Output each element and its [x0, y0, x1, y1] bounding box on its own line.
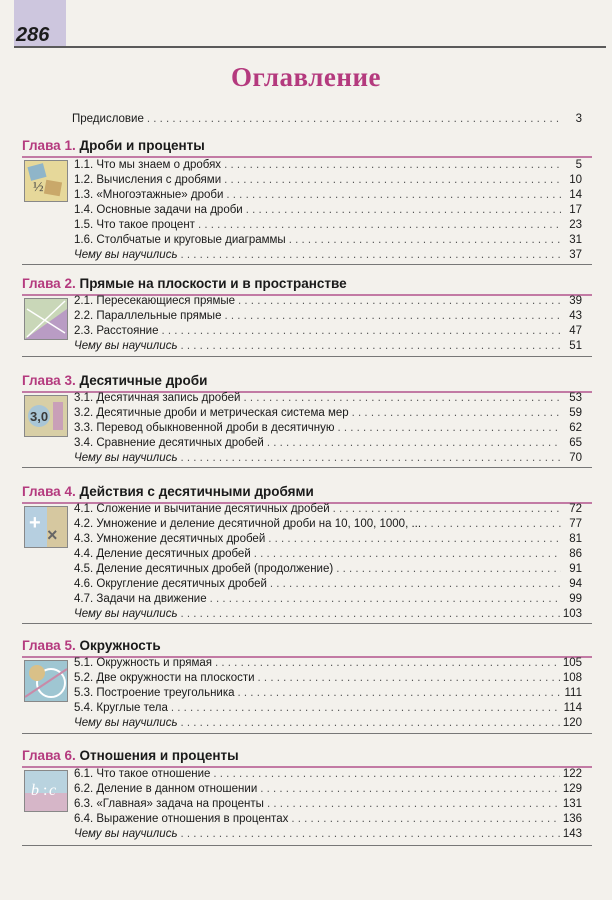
circle-icon [24, 660, 68, 702]
section-1-4[interactable] [74, 203, 582, 218]
leader-dots [238, 294, 561, 309]
entry-page: 14 [569, 189, 582, 201]
section-3-2[interactable] [74, 406, 582, 421]
entry-label: 3.1. Десятичная запись дробей [74, 392, 241, 404]
entry-label: 6.4. Выражение отношения в процентах [74, 813, 289, 825]
svg-text:×: × [47, 525, 58, 545]
entry-page: 70 [569, 452, 582, 464]
chapter-3-summary[interactable] [74, 451, 582, 466]
ratio-icon [24, 770, 68, 812]
leader-dots [333, 502, 561, 517]
entry-label: 1.1. Что мы знаем о дробях [74, 159, 222, 171]
entry-label: Чему вы научились [74, 608, 178, 620]
section-1-1[interactable] [74, 158, 582, 173]
operations-icon [24, 506, 68, 548]
entry-page: 53 [569, 392, 582, 404]
entry-label: 4.3. Умножение десятичных дробей [74, 533, 266, 545]
leader-dots [162, 324, 562, 339]
entry-page: 103 [562, 608, 582, 620]
chapter-number: 3. [64, 373, 76, 388]
page-header [0, 0, 612, 48]
leader-dots [270, 577, 561, 592]
chapter-number: 1. [64, 138, 76, 153]
entry-page: 136 [562, 813, 582, 825]
section-2-2[interactable] [74, 309, 582, 324]
leader-dots [258, 671, 560, 686]
chapter-title: Прямые на плоскости и в пространстве [79, 276, 347, 291]
entry-page: 94 [569, 578, 582, 590]
entry-page: 51 [569, 340, 582, 352]
page-number: 286 [16, 24, 50, 46]
entry-page: 3 [575, 113, 582, 125]
entry-page: 47 [569, 325, 582, 337]
entry-label: Предисловие [72, 113, 144, 125]
toc-title: Оглавление [231, 62, 381, 92]
leader-dots [289, 233, 561, 248]
chapter-2-heading[interactable] [22, 276, 347, 291]
entry-page: 129 [562, 783, 582, 795]
chapter-5-bottom-rule [22, 733, 592, 734]
entry-page: 91 [569, 563, 582, 575]
leader-dots [224, 309, 561, 324]
leader-dots [181, 339, 562, 354]
section-3-3[interactable] [74, 421, 582, 436]
chapter-word: Глава [22, 373, 61, 388]
chapter-title: Отношения и проценты [79, 748, 239, 763]
section-6-3[interactable] [74, 797, 582, 812]
chapter-number: 4. [64, 484, 76, 499]
chapter-title: Действия с десятичными дробями [79, 484, 314, 499]
leader-dots [226, 188, 561, 203]
entry-page: 86 [569, 548, 582, 560]
leader-dots [254, 547, 561, 562]
chapter-number: 5. [64, 638, 76, 653]
entry-label: 6.1. Что такое отношение [74, 768, 211, 780]
leader-dots [198, 218, 561, 233]
leader-dots [181, 607, 560, 622]
leader-dots [181, 451, 562, 466]
entry-label: 2.1. Пересекающиеся прямые [74, 295, 236, 307]
entry-page: 77 [569, 518, 582, 530]
section-4-5[interactable] [74, 562, 582, 577]
lines-icon [24, 298, 68, 340]
entry-label: Чему вы научились [74, 340, 178, 352]
chapter-title: Дроби и проценты [79, 138, 205, 153]
entry-page: 108 [562, 672, 582, 684]
entry-page: 81 [569, 533, 582, 545]
chapter-5-heading[interactable] [22, 638, 161, 653]
entry-label: 4.4. Деление десятичных дробей [74, 548, 251, 560]
leader-dots [181, 716, 560, 731]
entry-page: 65 [569, 437, 582, 449]
entry-page: 105 [562, 657, 582, 669]
leader-dots [267, 436, 561, 451]
chapter-6-summary[interactable] [74, 827, 582, 842]
leader-dots [210, 592, 561, 607]
fractions-icon [24, 160, 68, 202]
chapter-word: Глава [22, 484, 61, 499]
section-4-7[interactable] [74, 592, 582, 607]
entry-page: 5 [575, 159, 582, 171]
leader-dots [352, 406, 561, 421]
chapter-word: Глава [22, 638, 61, 653]
leader-dots [336, 562, 561, 577]
entry-page: 31 [569, 234, 582, 246]
entry-label: 1.4. Основные задачи на дроби [74, 204, 243, 216]
section-5-2[interactable] [74, 671, 582, 686]
chapter-title: Окружность [79, 638, 161, 653]
section-4-4[interactable] [74, 547, 582, 562]
entry-page: 17 [569, 204, 582, 216]
entry-page: 59 [569, 407, 582, 419]
entry-page: 62 [569, 422, 582, 434]
leader-dots [181, 248, 562, 263]
chapter-6-bottom-rule [22, 845, 592, 846]
chapter-number: 2. [64, 276, 76, 291]
entry-label: 5.3. Построение треугольника [74, 687, 235, 699]
section-6-2[interactable] [74, 782, 582, 797]
entry-label: 1.2. Вычисления с дробями [74, 174, 222, 186]
entry-label: 4.2. Умножение и деление десятичной дроби на 10, 100, 1000, ... [74, 518, 422, 530]
section-4-2[interactable] [74, 517, 582, 532]
decimal-icon [24, 395, 68, 437]
leader-dots [213, 767, 559, 782]
entry-label: 4.6. Округление десятичных дробей [74, 578, 267, 590]
entry-page: 143 [562, 828, 582, 840]
chapter-word: Глава [22, 748, 61, 763]
entry-page: 99 [569, 593, 582, 605]
chapter-word: Глава [22, 138, 61, 153]
chapter-1-summary[interactable] [74, 248, 582, 263]
entry-label: 2.3. Расстояние [74, 325, 159, 337]
chapter-1-bottom-rule [22, 264, 592, 265]
section-2-3[interactable] [74, 324, 582, 339]
svg-text::: : [43, 782, 48, 799]
leader-dots [238, 686, 561, 701]
svg-text:½: ½ [33, 180, 44, 195]
entry-page: 39 [569, 295, 582, 307]
entry-label: 5.2. Две окружности на плоскости [74, 672, 255, 684]
section-5-1[interactable] [74, 656, 582, 671]
entry-label: 3.2. Десятичные дроби и метрическая система мер [74, 407, 349, 419]
entry-page: 43 [569, 310, 582, 322]
entry-label: 3.3. Перевод обыкновенной дроби в десятичную [74, 422, 335, 434]
chapter-word: Глава [22, 276, 61, 291]
entry-label: 1.3. «Многоэтажные» дроби [74, 189, 224, 201]
entry-label: 4.1. Сложение и вычитание десятичных дробей [74, 503, 330, 515]
leader-dots [215, 656, 560, 671]
leader-dots [291, 812, 559, 827]
chapter-2-summary[interactable] [74, 339, 582, 354]
entry-label: 4.7. Задачи на движение [74, 593, 207, 605]
entry-page: 10 [569, 174, 582, 186]
leader-dots [424, 517, 561, 532]
chapter-4-bottom-rule [22, 623, 592, 624]
entry-page: 23 [569, 219, 582, 231]
svg-text:+: + [29, 512, 41, 534]
svg-text:c: c [49, 782, 57, 799]
entry-page: 122 [562, 768, 582, 780]
entry-label: 3.4. Сравнение десятичных дробей [74, 437, 264, 449]
chapter-4-summary[interactable] [74, 607, 582, 622]
entry-label: 6.3. «Главная» задача на проценты [74, 798, 264, 810]
leader-dots [268, 532, 561, 547]
entry-label: Чему вы научились [74, 452, 178, 464]
leader-dots [224, 173, 561, 188]
section-5-3[interactable] [74, 686, 582, 701]
chapter-number: 6. [64, 748, 76, 763]
entry-label: 5.4. Круглые тела [74, 702, 168, 714]
section-4-6[interactable] [74, 577, 582, 592]
toc-entry-preface[interactable] [72, 112, 582, 127]
section-4-1[interactable] [74, 502, 582, 517]
leader-dots [147, 112, 561, 127]
chapter-title: Десятичные дроби [79, 373, 208, 388]
chapter-3-heading[interactable] [22, 373, 207, 388]
entry-label: 5.1. Окружность и прямая [74, 657, 213, 669]
entry-label: 1.5. Что такое процент [74, 219, 195, 231]
leader-dots [181, 827, 560, 842]
leader-dots [171, 701, 561, 716]
section-6-4[interactable] [74, 812, 582, 827]
entry-page: 131 [562, 798, 582, 810]
svg-text:b: b [31, 782, 39, 799]
entry-page: 114 [563, 702, 582, 714]
entry-label: 4.5. Деление десятичных дробей (продолжение) [74, 563, 334, 575]
entry-label: 1.6. Столбчатые и круговые диаграммы [74, 234, 286, 246]
entry-label: Чему вы научились [74, 249, 178, 261]
entry-page: 37 [569, 249, 582, 261]
chapter-4-heading[interactable] [22, 484, 314, 499]
section-1-2[interactable] [74, 173, 582, 188]
section-2-1[interactable] [74, 294, 582, 309]
chapter-2-bottom-rule [22, 356, 592, 357]
header-rule [14, 46, 606, 48]
chapter-3-bottom-rule [22, 467, 592, 468]
entry-label: 2.2. Параллельные прямые [74, 310, 222, 322]
section-5-4[interactable] [74, 701, 582, 716]
leader-dots [260, 782, 560, 797]
leader-dots [224, 158, 561, 173]
entry-page: 111 [564, 687, 582, 699]
entry-label: 6.2. Деление в данном отношении [74, 783, 258, 795]
section-4-3[interactable] [74, 532, 582, 547]
entry-label: Чему вы научились [74, 717, 178, 729]
section-1-6[interactable] [74, 233, 582, 248]
entry-label: Чему вы научились [74, 828, 178, 840]
chapter-6-heading[interactable] [22, 748, 239, 763]
section-1-3[interactable] [74, 188, 582, 203]
chapter-5-summary[interactable] [74, 716, 582, 731]
leader-dots [243, 391, 561, 406]
entry-page: 72 [569, 503, 582, 515]
section-3-4[interactable] [74, 436, 582, 451]
chapter-1-heading[interactable] [22, 138, 205, 153]
svg-text:3,0: 3,0 [30, 409, 49, 424]
leader-dots [337, 421, 561, 436]
leader-dots [267, 797, 560, 812]
section-1-5[interactable] [74, 218, 582, 233]
entry-page: 120 [562, 717, 582, 729]
section-3-1[interactable] [74, 391, 582, 406]
leader-dots [246, 203, 561, 218]
section-6-1[interactable] [74, 767, 582, 782]
